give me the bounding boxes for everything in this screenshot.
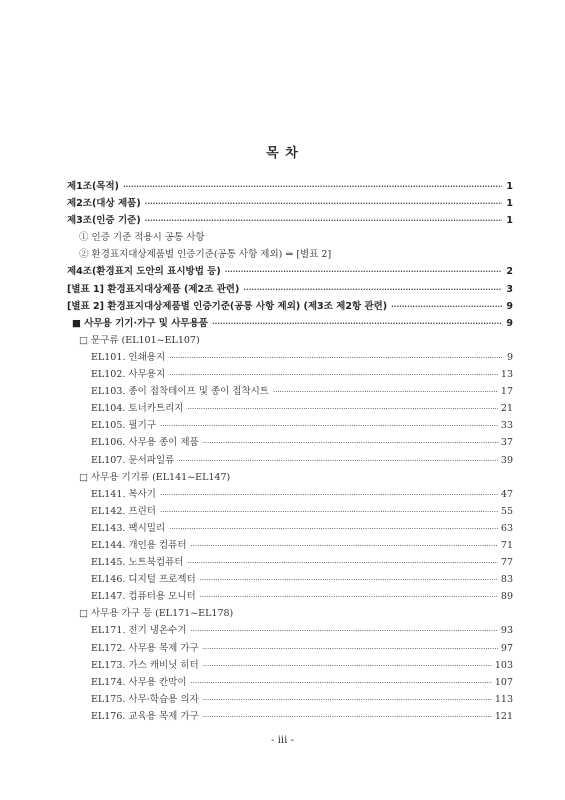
- dot-leader: [203, 434, 498, 451]
- page-number-footer: - iii -: [271, 735, 294, 746]
- toc-item[interactable]: EL145. 노트북컴퓨터 ····· 77: [67, 554, 513, 571]
- dot-leader: [225, 263, 502, 280]
- dot-leader: [200, 588, 498, 605]
- dot-leader: [243, 281, 502, 298]
- dot-leader: [203, 657, 492, 674]
- toc-section-office[interactable]: ■ 사무용 기기·가구 및 사무용품 ····· 9: [67, 315, 513, 332]
- toc-subentry[interactable]: ② 환경표지대상제품별 인증기준(공통 사항 제외) ⇒ [별표 2]: [79, 249, 332, 261]
- dot-leader: [145, 212, 502, 229]
- toc-group-stationery[interactable]: □ 문구류 (EL101~EL107): [79, 334, 200, 346]
- toc-item[interactable]: EL103. 종이 접착테이프 및 종이 접착시트 ····· 17: [67, 383, 513, 400]
- dot-leader: [203, 691, 492, 708]
- toc-entry-article-2[interactable]: 제2조(대상 제품) ····· 1: [67, 195, 513, 212]
- toc-item[interactable]: EL174. 사무용 칸막이 ····· 107: [67, 674, 513, 691]
- dot-leader: [187, 554, 497, 571]
- toc-item[interactable]: EL171. 전기 냉온수기 ····· 93: [67, 622, 513, 639]
- dot-leader: [200, 571, 498, 588]
- toc-item[interactable]: EL104. 토너카트리지 ····· 21: [67, 400, 513, 417]
- toc-item[interactable]: EL175. 사무·학습용 의자 ····· 113: [67, 691, 513, 708]
- toc-item[interactable]: EL141. 복사기 ····· 47: [67, 486, 513, 503]
- toc-item[interactable]: EL146. 디지털 프로젝터 ····· 83: [67, 571, 513, 588]
- toc-item[interactable]: EL147. 컴퓨터용 모니터 ····· 89: [67, 588, 513, 605]
- dot-leader: [160, 486, 498, 503]
- dot-leader: [273, 383, 498, 400]
- dot-leader: [169, 366, 498, 383]
- toc-group-office-machines[interactable]: □ 사무용 기기류 (EL141~EL147): [79, 471, 231, 483]
- toc-item[interactable]: EL172. 사무용 목제 가구 ····· 97: [67, 640, 513, 657]
- dot-leader: [187, 400, 497, 417]
- toc-item[interactable]: EL176. 교육용 목제 가구 ····· 121: [67, 708, 513, 725]
- dot-leader: [160, 503, 498, 520]
- toc-subentry[interactable]: ① 인증 기준 적용시 공통 사항: [79, 232, 205, 244]
- dot-leader: [169, 349, 502, 366]
- dot-leader: [391, 298, 502, 315]
- toc-entry-article-3[interactable]: 제3조(인증 기준) ····· 1: [67, 212, 513, 229]
- page-title: 목 차: [266, 146, 299, 161]
- dot-leader: [145, 195, 502, 212]
- toc-item[interactable]: EL142. 프린터 ····· 55: [67, 503, 513, 520]
- dot-leader: [123, 178, 502, 195]
- toc-group-office-furniture[interactable]: □ 사무용 가구 등 (EL171~EL178): [79, 608, 234, 620]
- toc-entry-annex-1[interactable]: [별표 1] 환경표지대상제품 (제2조 관련) ····· 3: [67, 281, 513, 298]
- dot-leader: [191, 622, 498, 639]
- dot-leader: [212, 315, 502, 332]
- toc-item[interactable]: EL101. 인쇄용지 ····· 9: [67, 349, 513, 366]
- table-of-contents: [67, 178, 513, 725]
- toc-item[interactable]: EL106. 사무용 종이 제품 ····· 37: [67, 434, 513, 451]
- toc-item[interactable]: EL105. 필기구 ····· 33: [67, 417, 513, 434]
- toc-entry-annex-2[interactable]: [별표 2] 환경표지대상제품별 인증기준(공통 사항 제외) (제3조 제2항 관련) ····· 9: [67, 298, 513, 315]
- toc-item[interactable]: EL143. 팩시밀리 ····· 63: [67, 520, 513, 537]
- toc-entry-article-1[interactable]: 제1조(목적) ····· 1: [67, 178, 513, 195]
- dot-leader: [203, 708, 492, 725]
- dot-leader: [160, 417, 498, 434]
- toc-item[interactable]: EL144. 개인용 컴퓨터 ····· 71: [67, 537, 513, 554]
- dot-leader: [191, 674, 492, 691]
- dot-leader: [178, 452, 498, 469]
- toc-entry-article-4[interactable]: 제4조(환경표지 도안의 표시방법 등) ····· 2: [67, 263, 513, 280]
- toc-item[interactable]: EL173. 가스 캐비닛 히터 ····· 103: [67, 657, 513, 674]
- dot-leader: [203, 640, 498, 657]
- dot-leader: [191, 537, 498, 554]
- toc-item[interactable]: EL102. 사무용지 ····· 13: [67, 366, 513, 383]
- dot-leader: [169, 520, 498, 537]
- toc-item[interactable]: EL107. 문서파일류 ····· 39: [67, 452, 513, 469]
